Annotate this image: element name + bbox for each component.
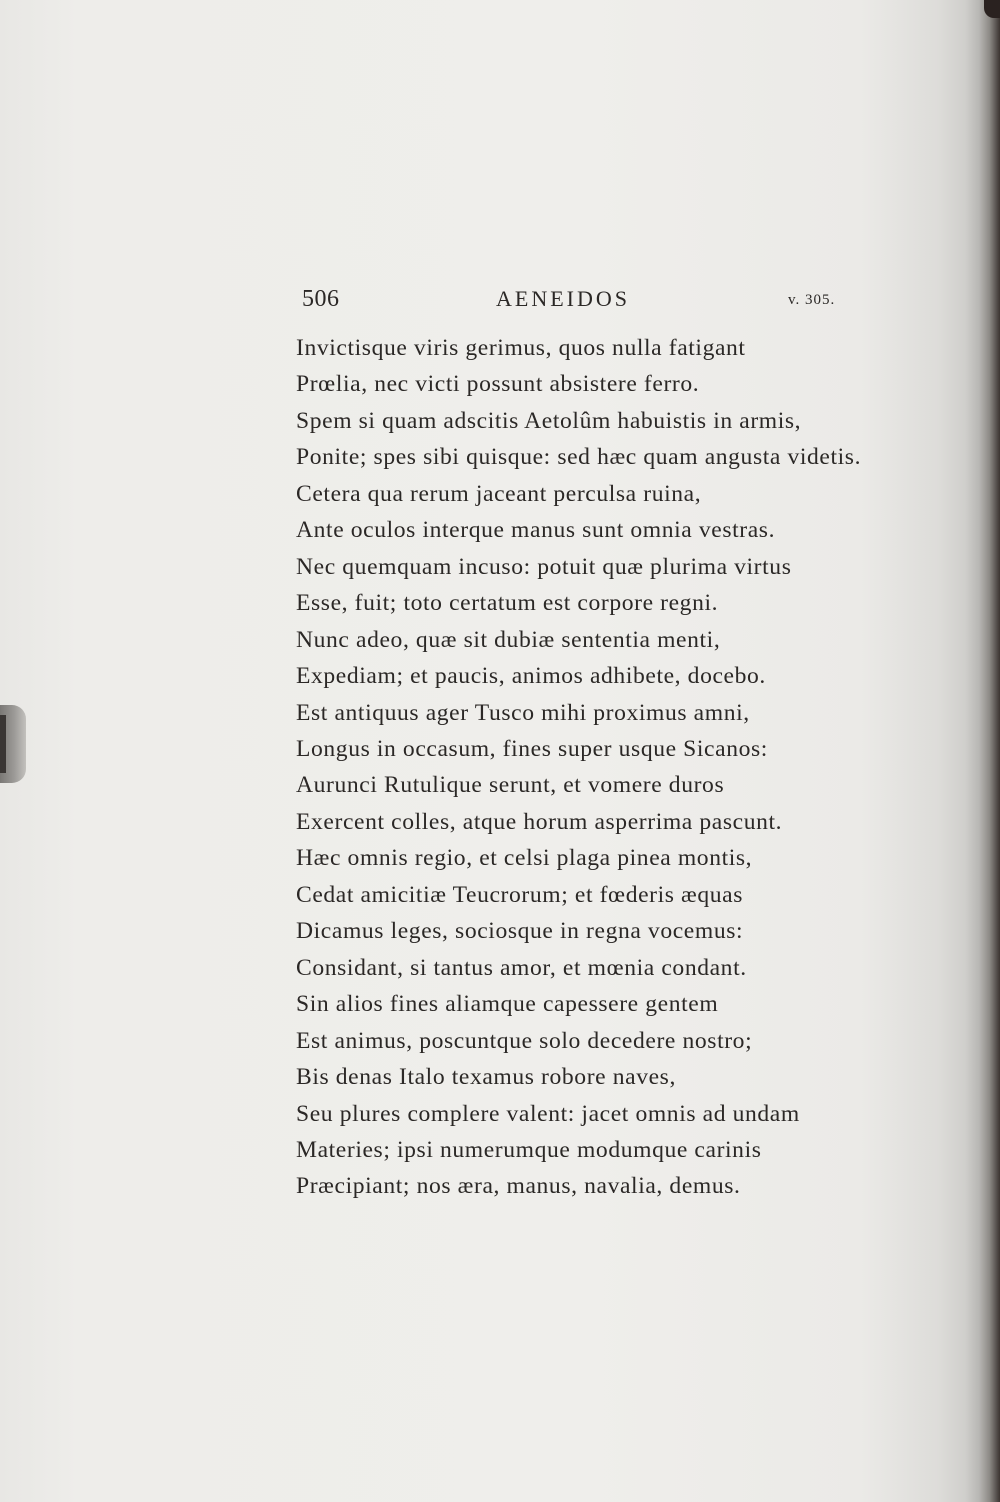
page-clip-tab [0,705,26,783]
page-header [0,286,1000,322]
verse-line: Spem si quam adscitis Aetolûm habuistis in armis, [296,407,802,434]
binding-corner [984,0,1000,18]
verse-line: Invictisque viris gerimus, quos nulla fatigant [296,335,746,361]
verse-line: Ponite; spes sibi quisque: sed hæc quam angusta videtis. [296,444,862,471]
verse-line: Cetera qua rerum jaceant perculsa ruina, [296,480,702,507]
verse-reference: v. 305. [788,292,836,308]
verse-line: Cedat amicitiæ Teucrorum; et fœderis æquas [296,881,744,908]
verse-line: Nec quemquam incuso: potuit quæ plurima virtus [296,553,792,580]
verse-block [296,330,861,1205]
verse-line: Ante oculos interque manus sunt omnia vestras. [296,517,776,544]
verse-line: Nunc adeo, quæ sit dubiæ sententia menti, [296,626,721,653]
verse-line: Longus in occasum, fines super usque Sicanos: [296,735,768,762]
verse-line: Est animus, poscuntque solo decedere nostro; [296,1027,753,1054]
verse-line: Materies; ipsi numerumque modumque carinis [296,1136,762,1163]
verse-line: Bis denas Italo texamus robore naves, [296,1064,676,1091]
verse-line: Est antiquus ager Tusco mihi proximus amni, [296,699,750,726]
verse-line: Expediam; et paucis, animos adhibete, docebo. [296,663,766,690]
page-number: 506 [302,286,340,312]
verse-line: Dicamus leges, sociosque in regna vocemus: [296,918,744,945]
verse-line: Considant, si tantus amor, et mœnia condant. [296,954,747,981]
verse-line: Hæc omnis regio, et celsi plaga pinea montis, [296,845,753,872]
verse-line: Exercent colles, atque horum asperrima pascunt. [296,808,783,835]
page-edge-shadow [965,0,1000,1502]
verse-line: Prœlia, nec victi possunt absistere ferro. [296,371,700,398]
verse-line: Seu plures complere valent: jacet omnis ad undam [296,1100,800,1127]
verse-line: Aurunci Rutulique serunt, et vomere duros [296,772,725,799]
verse-line: Sin alios fines aliamque capessere gentem [296,991,719,1018]
verse-line: Præcipiant; nos æra, manus, navalia, demus. [296,1173,741,1200]
running-title: AENEIDOS [496,286,630,311]
verse-line: Esse, fuit; toto certatum est corpore regni. [296,590,719,617]
